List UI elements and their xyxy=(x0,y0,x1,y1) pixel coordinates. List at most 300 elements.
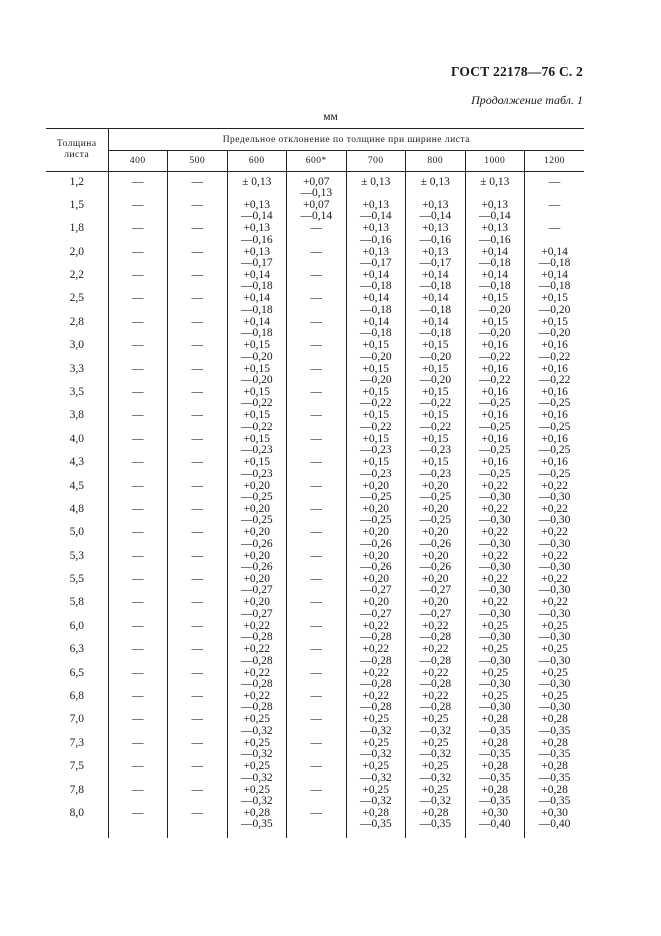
deviation-value: —0,22 xyxy=(419,397,452,410)
deviation-value: — xyxy=(132,385,144,398)
deviation-value: —0,28 xyxy=(419,701,452,714)
deviation-value: —0,26 xyxy=(359,537,392,550)
deviation-value: — xyxy=(132,339,144,352)
deviation-cell xyxy=(346,270,406,293)
thickness-value: 1,5 xyxy=(69,198,84,211)
deviation-value: +0,25 xyxy=(541,643,568,656)
deviation-value: —0,32 xyxy=(240,794,273,807)
deviation-value: —0,25 xyxy=(240,490,273,503)
deviation-cell xyxy=(346,668,406,691)
deviation-value: — xyxy=(191,549,203,562)
deviation-cell xyxy=(525,621,585,644)
deviation-value: — xyxy=(191,315,203,328)
deviation-value: +0,14 xyxy=(362,292,390,305)
table-row xyxy=(46,387,584,410)
deviation-cell xyxy=(108,714,168,737)
deviation-cell xyxy=(525,527,585,550)
deviation-value: —0,17 xyxy=(419,257,452,269)
deviation-value: +0,15 xyxy=(243,362,271,375)
deviation-cell xyxy=(465,761,525,784)
deviation-cell xyxy=(346,293,406,316)
thickness-value: 5,5 xyxy=(69,573,84,586)
deviation-cell xyxy=(287,481,347,504)
deviation-value: —0,25 xyxy=(359,490,392,503)
deviation-value: — xyxy=(132,456,144,469)
deviation-cell xyxy=(108,364,168,387)
deviation-value: —0,28 xyxy=(240,701,273,714)
deviation-cell xyxy=(108,668,168,691)
deviation-value: +0,22 xyxy=(481,596,509,609)
deviation-cell xyxy=(227,340,287,363)
deviation-cell xyxy=(465,808,525,838)
deviation-value: —0,32 xyxy=(359,724,392,737)
deviation-cell xyxy=(346,247,406,270)
deviation-value: +0,15 xyxy=(541,315,568,328)
deviation-value: — xyxy=(191,362,203,375)
deviation-value: — xyxy=(132,245,144,258)
deviation-cell xyxy=(406,761,466,784)
deviation-cell xyxy=(525,410,585,433)
deviation-value: —0,16 xyxy=(478,233,511,246)
deviation-value: —0,30 xyxy=(538,514,571,527)
deviation-cell xyxy=(287,738,347,761)
deviation-value: — xyxy=(132,198,144,211)
deviation-value: +0,22 xyxy=(421,666,449,679)
deviation-cell xyxy=(168,597,228,620)
deviation-cell xyxy=(406,364,466,387)
deviation-cell xyxy=(406,714,466,737)
deviation-value: +0,16 xyxy=(541,362,568,375)
deviation-cell xyxy=(168,340,228,363)
deviation-cell xyxy=(406,172,466,200)
deviation-value: +0,15 xyxy=(362,362,390,375)
deviation-value: — xyxy=(191,176,203,188)
deviation-value: — xyxy=(310,596,322,609)
deviation-value: +0,14 xyxy=(362,315,390,328)
deviation-value: —0,30 xyxy=(538,631,571,644)
deviation-value: —0,18 xyxy=(538,280,571,293)
deviation-cell xyxy=(108,644,168,667)
thickness-value: 8,0 xyxy=(69,806,84,819)
deviation-value: —0,35 xyxy=(478,771,511,784)
deviation-cell xyxy=(406,270,466,293)
deviation-cell xyxy=(108,410,168,433)
deviation-cell xyxy=(287,691,347,714)
deviation-value: — xyxy=(191,432,203,445)
table-row xyxy=(46,200,584,223)
deviation-value: +0,15 xyxy=(243,385,271,398)
deviation-value: —0,22 xyxy=(538,373,571,386)
thickness-value: 6,0 xyxy=(69,619,84,632)
deviation-value: —0,28 xyxy=(359,701,392,714)
deviation-value: — xyxy=(132,596,144,609)
deviation-value: +0,13 xyxy=(481,198,509,211)
table-row xyxy=(46,668,584,691)
thickness-value: 4,8 xyxy=(69,502,84,515)
deviation-cell xyxy=(287,761,347,784)
deviation-value: +0,28 xyxy=(481,760,509,773)
deviation-cell xyxy=(108,761,168,784)
deviation-cell xyxy=(168,504,228,527)
deviation-cell xyxy=(108,551,168,574)
deviation-value: +0,22 xyxy=(541,573,568,586)
deviation-cell xyxy=(465,223,525,246)
deviation-value: —0,32 xyxy=(419,771,452,784)
deviation-cell xyxy=(227,270,287,293)
deviation-value: —0,25 xyxy=(538,397,571,410)
deviation-value: +0,20 xyxy=(243,479,271,492)
deviation-value: —0,30 xyxy=(538,584,571,597)
deviation-value: +0,22 xyxy=(362,643,390,656)
thickness-cell xyxy=(46,597,108,620)
table-row xyxy=(46,621,584,644)
deviation-value: —0,22 xyxy=(478,373,511,386)
deviation-value: +0,14 xyxy=(481,245,509,258)
deviation-cell xyxy=(287,364,347,387)
deviation-value: — xyxy=(132,760,144,773)
deviation-value: +0,22 xyxy=(362,619,390,632)
deviation-value: —0,30 xyxy=(538,678,571,691)
deviation-cell xyxy=(525,644,585,667)
deviation-cell xyxy=(346,785,406,808)
table-continuation-note: Продолжение табл. 1 xyxy=(471,93,583,107)
table-row xyxy=(46,738,584,761)
deviation-cell xyxy=(525,714,585,737)
deviation-cell xyxy=(465,644,525,667)
table-row xyxy=(46,317,584,340)
deviation-value: —0,28 xyxy=(240,678,273,691)
deviation-value: +0,22 xyxy=(481,479,509,492)
deviation-value: —0,20 xyxy=(538,303,571,316)
deviation-cell xyxy=(287,387,347,410)
deviation-value: +0,13 xyxy=(481,222,509,235)
deviation-cell xyxy=(108,504,168,527)
deviation-cell xyxy=(168,317,228,340)
deviation-value: — xyxy=(191,806,203,819)
deviation-value: +0,30 xyxy=(541,806,568,819)
deviation-value: —0,35 xyxy=(538,724,571,737)
deviation-cell xyxy=(227,527,287,550)
deviation-cell xyxy=(465,714,525,737)
deviation-cell xyxy=(227,364,287,387)
deviation-value: ± 0,13 xyxy=(361,176,391,188)
deviation-value: — xyxy=(310,222,322,235)
deviation-value: — xyxy=(132,526,144,539)
deviation-cell xyxy=(346,644,406,667)
deviation-value: +0,22 xyxy=(421,690,449,703)
thickness-value: 3,5 xyxy=(69,385,84,398)
deviation-value: — xyxy=(310,385,322,398)
deviation-value: —0,30 xyxy=(478,561,511,574)
deviation-value: —0,27 xyxy=(240,584,273,597)
deviation-value: +0,15 xyxy=(362,385,390,398)
thickness-value: 7,3 xyxy=(69,736,84,749)
deviation-value: +0,14 xyxy=(541,245,568,258)
deviation-cell xyxy=(108,457,168,480)
deviation-cell xyxy=(108,434,168,457)
deviation-cell xyxy=(108,574,168,597)
deviation-cell xyxy=(287,597,347,620)
deviation-value: +0,13 xyxy=(362,245,390,258)
deviation-value: —0,16 xyxy=(419,233,452,246)
deviation-value: +0,22 xyxy=(243,619,271,632)
deviation-cell xyxy=(287,574,347,597)
table-body xyxy=(46,172,584,838)
deviation-value: +0,20 xyxy=(362,479,390,492)
thickness-cell xyxy=(46,504,108,527)
thickness-cell xyxy=(46,644,108,667)
deviation-cell xyxy=(525,200,585,223)
thickness-value: 7,0 xyxy=(69,713,84,726)
thickness-cell xyxy=(46,668,108,691)
deviation-cell xyxy=(525,364,585,387)
deviation-cell xyxy=(346,457,406,480)
deviation-value: +0,16 xyxy=(541,385,568,398)
deviation-value: +0,13 xyxy=(421,245,449,258)
deviation-value: +0,15 xyxy=(243,456,271,469)
deviation-value: —0,35 xyxy=(478,794,511,807)
deviation-value: +0,25 xyxy=(243,736,271,749)
table-row xyxy=(46,644,584,667)
deviation-value: — xyxy=(132,362,144,375)
deviation-value: +0,13 xyxy=(243,198,271,211)
deviation-cell xyxy=(168,434,228,457)
deviation-value: — xyxy=(132,736,144,749)
deviation-value: +0,16 xyxy=(541,409,568,422)
deviation-cell xyxy=(346,808,406,838)
deviation-cell xyxy=(287,340,347,363)
deviation-cell xyxy=(287,644,347,667)
deviation-cell xyxy=(465,551,525,574)
deviation-value: — xyxy=(548,222,561,235)
deviation-cell xyxy=(406,691,466,714)
deviation-cell xyxy=(406,317,466,340)
deviation-cell xyxy=(168,668,228,691)
deviation-value: —0,40 xyxy=(538,818,571,831)
thickness-value: 6,3 xyxy=(69,643,84,656)
deviation-value: +0,20 xyxy=(243,549,271,562)
deviation-cell xyxy=(406,247,466,270)
deviation-cell xyxy=(525,808,585,838)
deviation-cell xyxy=(168,410,228,433)
deviation-value: +0,20 xyxy=(421,573,449,586)
deviation-value: +0,22 xyxy=(481,573,509,586)
deviation-cell xyxy=(227,247,287,270)
deviation-value: — xyxy=(310,760,322,773)
deviation-cell xyxy=(287,172,347,200)
deviation-cell xyxy=(465,691,525,714)
deviation-value: — xyxy=(132,315,144,328)
deviation-cell xyxy=(525,785,585,808)
deviation-cell xyxy=(287,504,347,527)
table-row xyxy=(46,293,584,316)
thickness-cell xyxy=(46,223,108,246)
deviation-value: +0,25 xyxy=(243,760,271,773)
deviation-value: — xyxy=(191,573,203,586)
deviation-cell xyxy=(168,527,228,550)
deviation-value: +0,25 xyxy=(243,713,271,726)
unit-label: мм xyxy=(323,111,338,123)
deviation-cell xyxy=(227,434,287,457)
deviation-cell xyxy=(346,527,406,550)
deviation-value: — xyxy=(191,643,203,656)
deviation-value: — xyxy=(132,222,144,235)
deviation-value: +0,28 xyxy=(541,713,568,726)
deviation-value: —0,25 xyxy=(359,514,392,527)
deviation-cell xyxy=(108,172,168,200)
deviation-cell xyxy=(406,481,466,504)
deviation-value: +0,25 xyxy=(421,783,449,796)
deviation-cell xyxy=(227,481,287,504)
deviation-cell xyxy=(108,317,168,340)
deviation-cell xyxy=(465,574,525,597)
deviation-cell xyxy=(287,247,347,270)
deviation-value: — xyxy=(191,409,203,422)
deviation-cell xyxy=(287,808,347,838)
deviation-value: — xyxy=(132,409,144,422)
thickness-value: 4,5 xyxy=(69,479,84,492)
deviation-value: +0,15 xyxy=(362,456,390,469)
deviation-value: —0,28 xyxy=(419,654,452,667)
thickness-cell xyxy=(46,527,108,550)
thickness-cell xyxy=(46,714,108,737)
deviation-cell xyxy=(108,247,168,270)
deviation-cell xyxy=(227,172,287,200)
deviation-cell xyxy=(406,597,466,620)
deviation-value: —0,14 xyxy=(419,210,452,223)
deviation-cell xyxy=(465,527,525,550)
deviation-value: +0,25 xyxy=(362,760,390,773)
deviation-cell xyxy=(525,481,585,504)
thickness-value: 1,2 xyxy=(69,176,84,188)
deviation-cell xyxy=(525,738,585,761)
deviation-value: — xyxy=(191,666,203,679)
deviation-value: — xyxy=(191,479,203,492)
table-row xyxy=(46,410,584,433)
deviation-value: +0,15 xyxy=(481,315,509,328)
deviation-cell xyxy=(406,668,466,691)
deviation-value: —0,14 xyxy=(478,210,511,223)
deviation-value: ± 0,13 xyxy=(480,176,510,188)
deviation-value: —0,18 xyxy=(538,257,571,269)
deviation-value: —0,18 xyxy=(359,327,392,340)
deviation-value: +0,28 xyxy=(481,713,509,726)
deviation-value: —0,22 xyxy=(240,397,273,410)
deviation-value: +0,25 xyxy=(541,619,568,632)
deviation-value: — xyxy=(310,362,322,375)
deviation-cell xyxy=(525,223,585,246)
deviation-value: —0,30 xyxy=(538,701,571,714)
deviation-value: —0,35 xyxy=(538,794,571,807)
deviation-value: —0,18 xyxy=(419,303,452,316)
deviation-value: +0,16 xyxy=(481,362,509,375)
deviation-cell xyxy=(346,691,406,714)
deviation-value: —0,23 xyxy=(240,444,273,457)
deviation-cell xyxy=(465,200,525,223)
deviation-value: +0,15 xyxy=(421,432,449,445)
deviation-value: +0,20 xyxy=(421,596,449,609)
deviation-value: —0,35 xyxy=(419,818,452,831)
deviation-value: — xyxy=(191,385,203,398)
deviation-cell xyxy=(525,434,585,457)
thickness-cell xyxy=(46,785,108,808)
deviation-value: +0,25 xyxy=(362,783,390,796)
deviation-cell xyxy=(406,504,466,527)
deviation-cell xyxy=(227,691,287,714)
deviation-cell xyxy=(465,340,525,363)
deviation-cell xyxy=(108,691,168,714)
thickness-cell xyxy=(46,457,108,480)
thickness-cell xyxy=(46,340,108,363)
deviation-value: +0,07 xyxy=(302,198,330,211)
deviation-value: —0,28 xyxy=(419,678,452,691)
deviation-value: +0,25 xyxy=(481,619,509,632)
deviation-value: +0,16 xyxy=(481,409,509,422)
table-row xyxy=(46,340,584,363)
deviation-value: —0,32 xyxy=(359,771,392,784)
width-header-cell: 1200 xyxy=(525,151,585,172)
deviation-cell xyxy=(108,785,168,808)
deviation-value: +0,25 xyxy=(243,783,271,796)
thickness-cell xyxy=(46,200,108,223)
deviation-value: —0,32 xyxy=(419,748,452,761)
deviation-value: +0,20 xyxy=(243,573,271,586)
deviation-cell xyxy=(287,223,347,246)
deviation-cell xyxy=(227,644,287,667)
deviation-value: —0,28 xyxy=(359,654,392,667)
deviation-cell xyxy=(287,434,347,457)
deviation-value: — xyxy=(310,783,322,796)
deviation-cell xyxy=(168,644,228,667)
deviation-value: —0,27 xyxy=(359,607,392,620)
deviation-cell xyxy=(346,172,406,200)
deviation-value: —0,35 xyxy=(359,818,392,831)
deviation-value: — xyxy=(191,736,203,749)
deviation-value: —0,30 xyxy=(478,701,511,714)
deviation-cell xyxy=(465,738,525,761)
deviation-value: —0,28 xyxy=(240,631,273,644)
deviation-cell xyxy=(227,668,287,691)
deviation-value: — xyxy=(191,222,203,235)
deviation-value: — xyxy=(310,432,322,445)
table-row xyxy=(46,574,584,597)
deviation-cell xyxy=(406,434,466,457)
deviation-cell xyxy=(525,270,585,293)
deviation-value: — xyxy=(191,526,203,539)
deviation-value: — xyxy=(191,713,203,726)
deviation-cell xyxy=(108,293,168,316)
thickness-value: 4,3 xyxy=(69,456,84,469)
deviation-cell xyxy=(168,761,228,784)
deviation-value: +0,22 xyxy=(421,619,449,632)
deviation-cell xyxy=(346,738,406,761)
deviation-value: —0,28 xyxy=(419,631,452,644)
deviation-value: — xyxy=(132,713,144,726)
thickness-cell xyxy=(46,621,108,644)
deviation-value: +0,16 xyxy=(541,339,568,352)
deviation-value: —0,23 xyxy=(359,467,392,480)
deviation-cell xyxy=(346,364,406,387)
deviation-value: —0,35 xyxy=(538,771,571,784)
deviation-value: +0,20 xyxy=(421,479,449,492)
deviation-cell xyxy=(346,481,406,504)
deviation-cell xyxy=(287,270,347,293)
deviation-value: — xyxy=(310,690,322,703)
deviation-value: +0,16 xyxy=(541,456,568,469)
deviation-value: +0,15 xyxy=(243,432,271,445)
deviation-value: —0,23 xyxy=(419,467,452,480)
deviation-value: +0,20 xyxy=(362,596,390,609)
